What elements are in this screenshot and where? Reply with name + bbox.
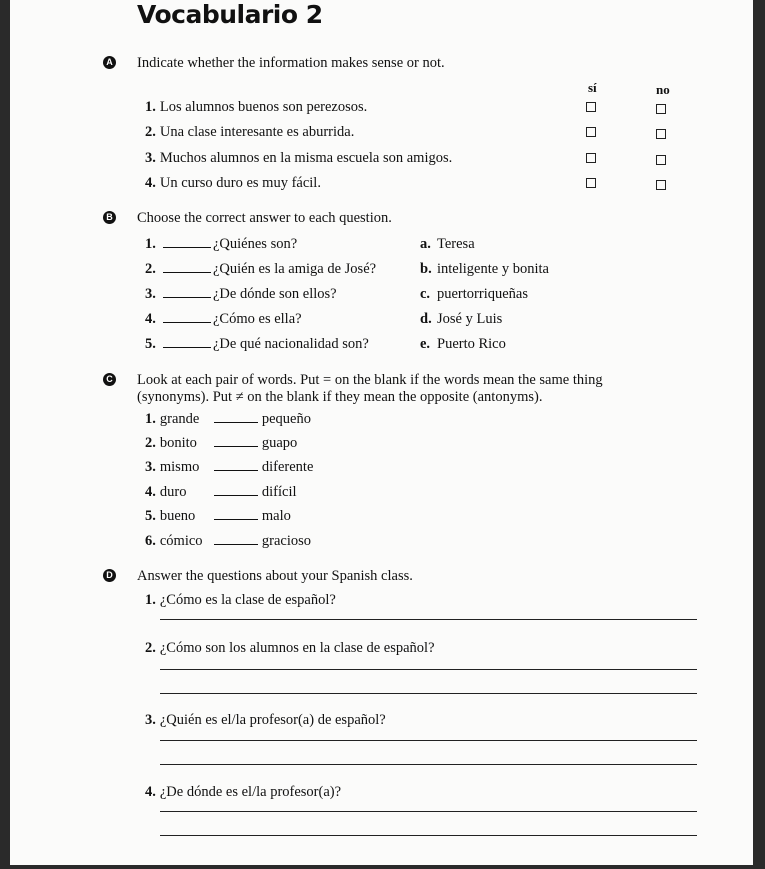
word-2: guapo xyxy=(261,435,298,451)
word-pair xyxy=(145,484,297,500)
option-letter: a. xyxy=(420,236,431,252)
symbol-blank[interactable] xyxy=(214,508,258,520)
word-1: grande xyxy=(159,411,200,427)
item-number: 3. xyxy=(145,459,156,475)
no-checkbox[interactable] xyxy=(656,104,666,114)
question-text: ¿Cómo es ella? xyxy=(213,311,302,327)
word-pair xyxy=(145,435,297,451)
page-title: Vocabulario 2 xyxy=(137,0,323,29)
option-text: puertorriqueñas xyxy=(437,286,528,302)
symbol-blank[interactable] xyxy=(214,411,258,423)
item-number: 1. xyxy=(145,592,156,608)
answer-line[interactable] xyxy=(160,740,697,741)
word-2: pequeño xyxy=(261,411,311,427)
answer-blank[interactable] xyxy=(163,261,211,273)
item-number: 4. xyxy=(145,175,156,191)
answer-line[interactable] xyxy=(160,693,697,694)
word-2: gracioso xyxy=(261,533,311,549)
item-number: 3. xyxy=(145,712,156,728)
item-number: 2. xyxy=(145,124,156,140)
answer-option xyxy=(420,236,475,252)
symbol-blank[interactable] xyxy=(214,484,258,496)
word-pair xyxy=(145,459,313,475)
item-text: Un curso duro es muy fácil. xyxy=(159,175,321,191)
answer-blank[interactable] xyxy=(163,336,211,348)
item-text: Muchos alumnos en la misma escuela son amigos. xyxy=(159,150,453,166)
question-text: ¿Quién es el/la profesor(a) de español? xyxy=(159,712,386,728)
section-d-instruction: Answer the questions about your Spanish class. xyxy=(137,568,413,584)
col-si-header: sí xyxy=(588,80,597,95)
question-text: ¿Quién es la amiga de José? xyxy=(213,261,377,277)
option-text: José y Luis xyxy=(437,311,503,327)
item-text: Una clase interesante es aburrida. xyxy=(159,124,355,140)
symbol-blank[interactable] xyxy=(214,435,258,447)
word-2: malo xyxy=(261,508,291,524)
item-number: 4. xyxy=(145,784,156,800)
question-text: ¿Quiénes son? xyxy=(213,236,298,252)
item-number: 5. xyxy=(145,336,156,352)
item-number: 4. xyxy=(145,484,156,500)
answer-blank[interactable] xyxy=(163,286,211,298)
answer-blank[interactable] xyxy=(163,236,211,248)
answer-line[interactable] xyxy=(160,669,697,670)
section-c-instruction-1: Look at each pair of words. Put = on the blank if the words mean the same thing xyxy=(137,372,603,388)
section-a-instruction: Indicate whether the information makes sense or not. xyxy=(137,55,445,71)
item-number: 1. xyxy=(145,99,156,115)
word-2: diferente xyxy=(261,459,314,475)
question-text: ¿De qué nacionalidad son? xyxy=(213,336,369,352)
section-c-badge: C xyxy=(103,373,116,386)
answer-option xyxy=(420,286,528,302)
si-checkbox[interactable] xyxy=(586,153,596,163)
section-b-badge: B xyxy=(103,211,116,224)
question-text: ¿Cómo son los alumnos en la clase de español? xyxy=(159,640,435,656)
question-item xyxy=(145,336,369,352)
item-text: Los alumnos buenos son perezosos. xyxy=(159,99,368,115)
answer-line[interactable] xyxy=(160,835,697,836)
option-text: Teresa xyxy=(437,236,475,252)
open-question xyxy=(145,640,435,656)
no-checkbox[interactable] xyxy=(656,155,666,165)
si-checkbox[interactable] xyxy=(586,178,596,188)
word-pair xyxy=(145,411,311,427)
answer-option xyxy=(420,336,506,352)
word-pair xyxy=(145,508,291,524)
section-d-badge: D xyxy=(103,569,116,582)
word-pair xyxy=(145,533,311,549)
option-text: inteligente y bonita xyxy=(437,261,549,277)
sense-item xyxy=(145,99,367,115)
no-checkbox[interactable] xyxy=(656,129,666,139)
item-number: 2. xyxy=(145,435,156,451)
symbol-blank[interactable] xyxy=(214,459,258,471)
word-2: difícil xyxy=(261,484,297,500)
open-question xyxy=(145,784,341,800)
word-1: bueno xyxy=(159,508,196,524)
word-1: mismo xyxy=(159,459,200,475)
item-number: 2. xyxy=(145,261,156,277)
option-letter: c. xyxy=(420,286,431,302)
question-item xyxy=(145,236,297,252)
question-item xyxy=(145,311,302,327)
answer-option xyxy=(420,311,502,327)
answer-line[interactable] xyxy=(160,764,697,765)
answer-blank[interactable] xyxy=(163,311,211,323)
sense-item xyxy=(145,175,321,191)
sense-item xyxy=(145,150,452,166)
item-number: 3. xyxy=(145,150,156,166)
item-number: 3. xyxy=(145,286,156,302)
question-text: ¿Cómo es la clase de español? xyxy=(159,592,336,608)
option-text: Puerto Rico xyxy=(437,336,506,352)
sense-item xyxy=(145,124,354,140)
open-question xyxy=(145,592,336,608)
word-1: duro xyxy=(159,484,187,500)
option-letter: b. xyxy=(420,261,432,277)
symbol-blank[interactable] xyxy=(214,533,258,545)
option-letter: d. xyxy=(420,311,432,327)
item-number: 2. xyxy=(145,640,156,656)
question-item xyxy=(145,286,337,302)
answer-line[interactable] xyxy=(160,811,697,812)
si-checkbox[interactable] xyxy=(586,127,596,137)
item-number: 6. xyxy=(145,533,156,549)
si-checkbox[interactable] xyxy=(586,102,596,112)
item-number: 1. xyxy=(145,236,156,252)
answer-option xyxy=(420,261,549,277)
answer-line[interactable] xyxy=(160,619,697,620)
col-no-header: no xyxy=(656,82,670,97)
item-number: 4. xyxy=(145,311,156,327)
section-b-instruction: Choose the correct answer to each question. xyxy=(137,210,392,226)
word-1: cómico xyxy=(159,533,203,549)
option-letter: e. xyxy=(420,336,431,352)
question-text: ¿De dónde son ellos? xyxy=(213,286,337,302)
question-text: ¿De dónde es el/la profesor(a)? xyxy=(159,784,342,800)
worksheet-page xyxy=(10,0,753,865)
section-c-instruction-2: (synonyms). Put ≠ on the blank if they mean the opposite (antonyms). xyxy=(137,389,543,405)
open-question xyxy=(145,712,386,728)
item-number: 1. xyxy=(145,411,156,427)
no-checkbox[interactable] xyxy=(656,180,666,190)
question-item xyxy=(145,261,376,277)
word-1: bonito xyxy=(159,435,197,451)
item-number: 5. xyxy=(145,508,156,524)
section-a-badge: A xyxy=(103,56,116,69)
